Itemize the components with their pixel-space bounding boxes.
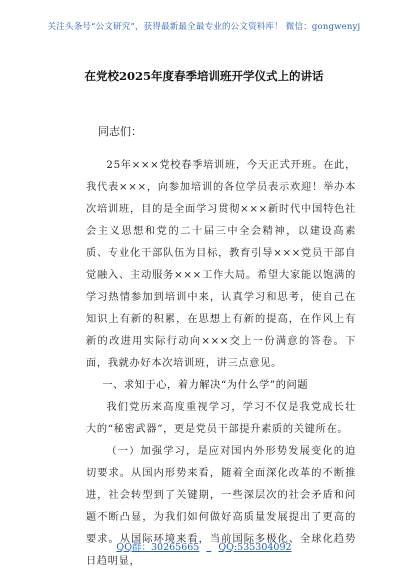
section-heading: 一、求知于心，着力解决“为什么学”的问题 xyxy=(102,380,309,391)
qq-group-link[interactable]: QQ群：30265665 xyxy=(116,542,200,553)
section-paragraph: 我们党历来高度重视学习，学习不仅是我党成长壮大的“秘密武器”，更是党员干部提升素质的关键所在。 xyxy=(86,402,356,435)
footer-contact xyxy=(0,539,408,553)
opening-paragraph: 25年×××党校春季培训班，今天正式开班。在此，我代表×××，向参加培训的各位学员表示欢迎！举办本次培训班，目的是全面学习贯彻×××新时代中国特色社会主义思想和党的二十届三中全会精神，以建设高素质、专业化干部队伍为目标，教育引导×××党员干部自觉融入、主动服务×××工作大局。希望大家能以饱满的学习热情参加到培训中来，认真学习和思考，使自己在知识上有新的积累，在思想上有新的提高，在作风上有新的改进用实际行动向×××交上一份满意的答卷。下面，我就办好本次培训班，讲三点意见。 xyxy=(86,160,356,369)
qq-contact-link[interactable]: QQ:535304092 xyxy=(218,542,292,553)
document-body xyxy=(86,124,356,573)
section-paragraph: （一）加强学习，是应对国内外形势发展变化的迫切要求。从国内形势来看，随着全面深化改革的不断推进，社会转型到了关键期，一些深层次的社会矛盾和问题不断凸显，为我们如何做好高质量发展提出了更高的要求。从国际环境来看，当前国际多极化、全球化趋势日趋明显， xyxy=(86,446,356,567)
salutation: 同志们： xyxy=(98,125,142,138)
document-title: 在党校2025年度春季培训班开学仪式上的讲话 xyxy=(84,69,324,83)
header-banner: 关注头条号“公文研究”，获得最新最全最专业的公文资料库！ 微信：gongwenyj xyxy=(47,22,361,32)
